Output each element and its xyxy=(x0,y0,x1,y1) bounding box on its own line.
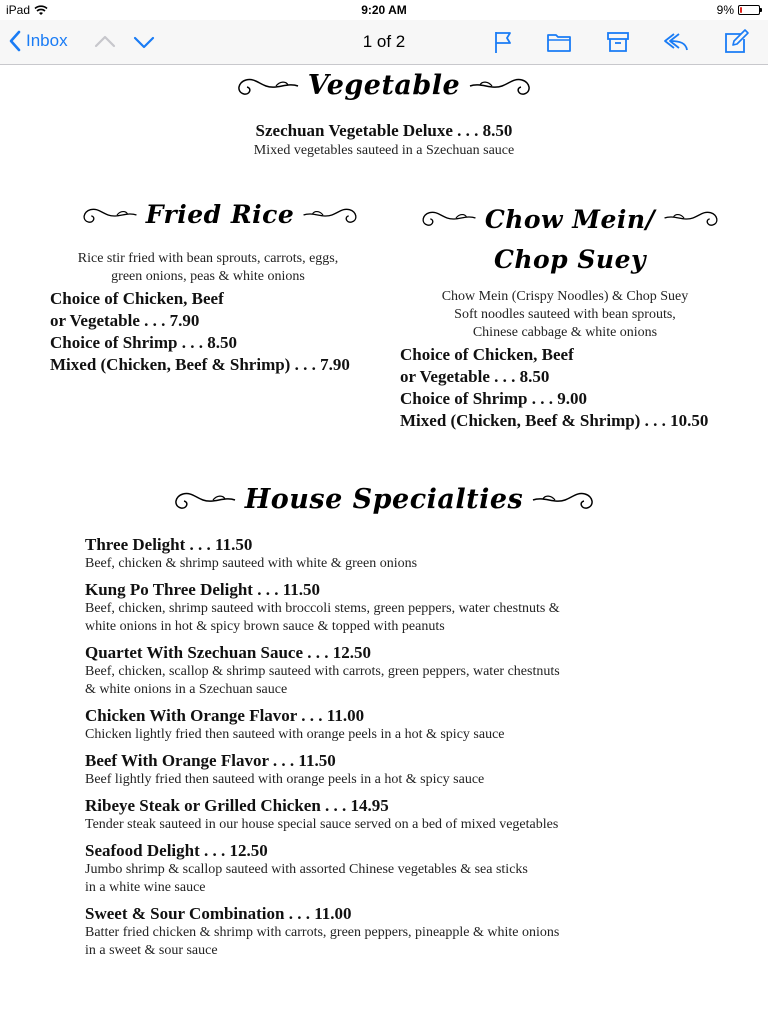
list-item xyxy=(85,840,725,897)
specialty-title: Three Delight . . . 11.50 xyxy=(85,535,253,554)
chow-mein-heading xyxy=(400,200,740,280)
specialty-title: Beef With Orange Flavor . . . 11.50 xyxy=(85,751,336,770)
clock: 9:20 AM xyxy=(361,3,407,17)
list-item xyxy=(85,642,725,699)
specialty-desc: Beef, chicken, shrimp sauteed with broccoli stems, green peppers, water chestnuts & xyxy=(85,601,560,616)
house-specialties-title: House Specialties xyxy=(244,484,524,515)
flourish-right-icon xyxy=(529,486,599,514)
list-item xyxy=(85,705,725,744)
specialty-title: Chicken With Orange Flavor . . . 11.00 xyxy=(85,706,365,725)
specialty-title: Ribeye Steak or Grilled Chicken . . . 14.95 xyxy=(85,796,389,815)
fried-rice-desc-line: green onions, peas & white onions xyxy=(111,269,305,284)
fried-rice-desc-line: Rice stir fried with bean sprouts, carrots, eggs, xyxy=(77,251,339,266)
flourish-left-icon xyxy=(78,201,140,229)
fried-rice-option: Mixed (Chicken, Beef & Shrimp) . . . 7.90 xyxy=(50,355,350,374)
flourish-right-icon xyxy=(466,72,536,100)
fried-rice-option: Choice of Chicken, Beef xyxy=(50,289,224,308)
flourish-left-icon xyxy=(232,72,302,100)
flourish-right-icon xyxy=(661,204,723,232)
specialty-title: Kung Po Three Delight . . . 11.50 xyxy=(85,580,321,599)
chow-mein-desc-line: Chow Mein (Crispy Noodles) & Chop Suey xyxy=(441,289,689,304)
chow-mein-section xyxy=(400,288,750,432)
battery-level xyxy=(740,7,742,13)
specialty-desc: Chicken lightly fried then sauteed with orange peels in a hot & spicy sauce xyxy=(85,727,505,742)
specialty-desc: in a white wine sauce xyxy=(85,880,206,895)
house-specialties-heading xyxy=(0,484,768,515)
mail-nav-bar xyxy=(0,20,768,65)
flourish-left-icon xyxy=(417,204,479,232)
fried-rice-section xyxy=(50,250,380,376)
battery-percent: 9% xyxy=(716,3,734,17)
list-item xyxy=(85,903,725,960)
list-item xyxy=(85,795,725,834)
vegetable-item-desc: Mixed vegetables sauteed in a Szechuan sauce xyxy=(253,143,515,158)
device-name: iPad xyxy=(6,3,31,17)
specialty-desc: & white onions in a Szechuan sauce xyxy=(85,682,288,697)
specialty-desc: Tender steak sauteed in our house special sauce served on a bed of mixed vegetables xyxy=(85,817,559,832)
reply-icon[interactable] xyxy=(662,28,690,56)
flourish-left-icon xyxy=(169,486,239,514)
status-bar xyxy=(0,0,768,20)
flourish-right-icon xyxy=(300,201,362,229)
chow-mein-option: or Vegetable . . . 8.50 xyxy=(400,367,550,386)
fried-rice-title: Fried Rice xyxy=(145,200,295,229)
back-label: Inbox xyxy=(26,31,68,50)
compose-icon[interactable] xyxy=(722,28,750,56)
list-item xyxy=(85,750,725,789)
vegetable-section xyxy=(0,120,768,160)
chow-mein-desc-line: Soft noodles sauteed with bean sprouts, xyxy=(454,307,676,322)
chow-mein-option: Choice of Chicken, Beef xyxy=(400,345,574,364)
specialty-desc: Beef, chicken & shrimp sauteed with white & green onions xyxy=(85,556,418,571)
chow-mein-option: Choice of Shrimp . . . 9.00 xyxy=(400,389,587,408)
specialty-desc: Jumbo shrimp & scallop sauteed with assorted Chinese vegetables & sea sticks xyxy=(85,862,528,877)
flag-icon[interactable] xyxy=(489,28,517,56)
fried-rice-option: or Vegetable . . . 7.90 xyxy=(50,311,200,330)
chow-mein-title xyxy=(485,200,655,280)
folder-icon[interactable] xyxy=(545,28,573,56)
specialty-desc: white onions in hot & spicy brown sauce & topped with peanuts xyxy=(85,619,445,634)
specialty-desc: in a sweet & sour sauce xyxy=(85,943,218,958)
status-right xyxy=(717,3,760,17)
chow-mein-desc xyxy=(400,288,730,342)
specialty-title: Quartet With Szechuan Sauce . . . 12.50 xyxy=(85,643,372,662)
specialty-title: Sweet & Sour Combination . . . 11.00 xyxy=(85,904,352,923)
house-specialties-list xyxy=(85,534,725,966)
vegetable-heading xyxy=(0,70,768,101)
specialty-desc: Beef, chicken, scallop & shrimp sauteed with carrots, green peppers, water chestnuts xyxy=(85,664,560,679)
fried-rice-heading xyxy=(60,200,380,229)
specialty-desc: Batter fried chicken & shrimp with carrots, green peppers, pineapple & white onions xyxy=(85,925,560,940)
specialty-title: Seafood Delight . . . 12.50 xyxy=(85,841,268,860)
battery-icon xyxy=(738,5,760,15)
fried-rice-desc xyxy=(50,250,366,286)
chow-mein-title-line: Chow Mein/ xyxy=(484,205,656,234)
vegetable-item-title: Szechuan Vegetable Deluxe . . . 8.50 xyxy=(255,121,513,140)
specialty-desc: Beef lightly fried then sauteed with orange peels in a hot & spicy sauce xyxy=(85,772,485,787)
page-counter: 1 of 2 xyxy=(362,32,406,51)
attachment-page xyxy=(0,66,768,1024)
vegetable-title: Vegetable xyxy=(307,70,461,101)
chow-mein-desc-line: Chinese cabbage & white onions xyxy=(472,325,658,340)
fried-rice-option: Choice of Shrimp . . . 8.50 xyxy=(50,333,237,352)
archive-icon[interactable] xyxy=(604,28,632,56)
chow-mein-title-line: Chop Suey xyxy=(493,245,647,274)
chow-mein-option: Mixed (Chicken, Beef & Shrimp) . . . 10.50 xyxy=(400,411,709,430)
list-item xyxy=(85,534,725,573)
list-item xyxy=(85,579,725,636)
